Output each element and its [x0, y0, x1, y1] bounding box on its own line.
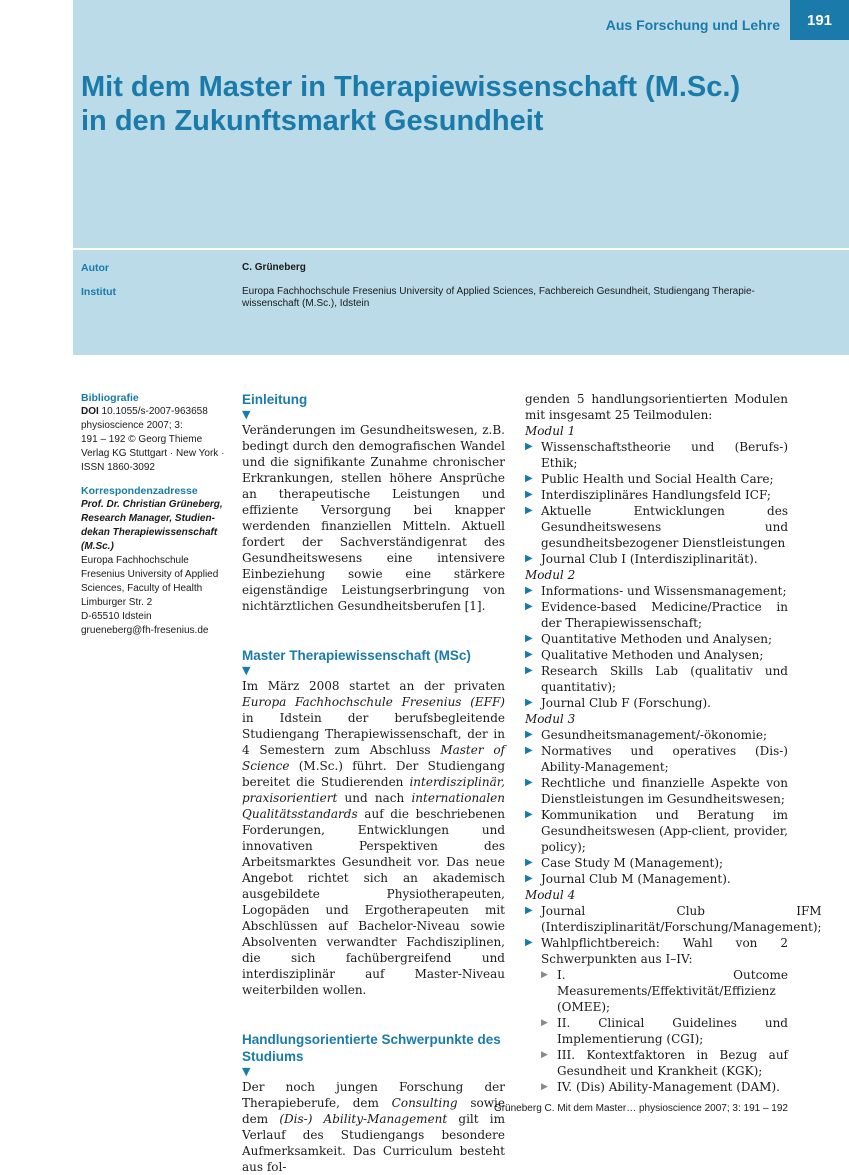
- list-item: [525, 503, 788, 551]
- correspondence-name: Research Manager, Studien-: [81, 513, 215, 524]
- list-item: [525, 663, 788, 695]
- address-line: Sciences, Faculty of Health: [81, 583, 203, 594]
- title-line-1: Mit dem Master in Therapiewissenschaft (M.Sc.): [81, 71, 741, 103]
- list-item-text: Informations- und Wissensmanagement;: [541, 584, 787, 598]
- list-item: [525, 695, 788, 711]
- list-item-text: III. Kontextfaktoren in Bezug auf Gesundheit und Krankheit (KGK);: [557, 1048, 788, 1078]
- list-item: [525, 727, 788, 743]
- bib-line: Verlag KG Stuttgart · New York ·: [81, 448, 225, 459]
- list-item-text: Wissenschaftstheorie und (Berufs-) Ethik;: [541, 440, 788, 470]
- bullet-triangle-icon: ▶: [525, 809, 533, 820]
- bullet-triangle-icon: ▶: [525, 777, 533, 788]
- column-right: [525, 391, 822, 1095]
- email-link[interactable]: grueneberg@fh-fresenius.de: [81, 625, 209, 636]
- list-item: [525, 903, 822, 935]
- correspondence-name: (M.Sc.): [81, 541, 114, 552]
- module-list: [525, 439, 788, 567]
- bullet-triangle-icon: ▶: [525, 601, 533, 612]
- list-item-text: Gesundheitsmanagement/-ökonomie;: [541, 728, 767, 742]
- bullet-triangle-icon: ▶: [525, 697, 533, 708]
- sub-list-item: [525, 1079, 788, 1095]
- bullet-triangle-icon: ▶: [525, 441, 533, 452]
- column-middle: [242, 391, 505, 1175]
- bullet-triangle-icon: ▶: [525, 665, 533, 676]
- module-title: Modul 3: [525, 712, 576, 726]
- bullet-triangle-icon: ▶: [525, 745, 533, 756]
- bibliography-heading: Bibliografie: [81, 392, 139, 404]
- address-line: D-65510 Idstein: [81, 611, 152, 622]
- list-item: [525, 583, 788, 599]
- list-item-text: Kommunikation und Beratung im Gesundheitswesen (App-client, provider, policy);: [541, 808, 788, 854]
- bullet-triangle-icon: ▶: [525, 937, 533, 948]
- list-item: [525, 551, 788, 567]
- list-item-text: Journal Club M (Management).: [541, 872, 731, 886]
- bullet-triangle-icon: ▶: [525, 633, 533, 644]
- list-item-text: Research Skills Lab (qualitativ und quantitativ);: [541, 664, 788, 694]
- list-item-text: Quantitative Methoden und Analysen;: [541, 632, 773, 646]
- list-item-text: Aktuelle Entwicklungen des Gesundheitswesens und gesundheitsbezogener Dienstleistungen: [541, 504, 788, 550]
- bib-line: physioscience 2007; 3:: [81, 420, 183, 431]
- correspondence-name: Prof. Dr. Christian Grüneberg,: [81, 499, 223, 510]
- bullet-triangle-icon: ▶: [525, 905, 533, 916]
- sub-list-item: [525, 967, 788, 1015]
- header-divider: [73, 248, 849, 250]
- bullet-triangle-icon: ▶: [525, 505, 533, 516]
- list-item-text: Journal Club IFM (Interdisziplinarität/Forschung/Management);: [541, 904, 822, 934]
- list-item-text: Public Health und Social Health Care;: [541, 472, 774, 486]
- institute-text: [242, 286, 762, 310]
- bullet-triangle-icon: ▶: [525, 489, 533, 500]
- list-item: [525, 871, 788, 887]
- article-title: [81, 70, 781, 138]
- list-item-text: IV. (Dis) Ability-Management (DAM).: [557, 1080, 780, 1094]
- author-name: C. Grüneberg: [242, 262, 306, 273]
- address-line: Limburger Str. 2: [81, 597, 153, 608]
- list-item: [525, 599, 788, 631]
- list-item-text: I. Outcome Measurements/Effektivität/Effizienz (OMEE);: [557, 968, 788, 1014]
- triangle-down-icon: ▼: [242, 664, 251, 677]
- focus-heading: Handlungsorientierte Schwerpunkte des Studiums: [242, 1032, 501, 1064]
- title-line-2: in den Zukunftsmarkt Gesundheit: [81, 105, 544, 137]
- list-item: [525, 631, 788, 647]
- footer-citation: Grüneberg C. Mit dem Master… physioscience 2007; 3: 191 – 192: [493, 1103, 788, 1114]
- bullet-triangle-icon: ▶: [525, 873, 533, 884]
- sidebar: [81, 391, 231, 638]
- triangle-down-icon: ▼: [242, 408, 251, 421]
- module-list: [525, 727, 788, 887]
- list-item: [525, 807, 788, 855]
- doi-label: DOI: [81, 406, 99, 417]
- bullet-triangle-icon: ▶: [525, 649, 533, 660]
- master-paragraph: Im März 2008 startet an der privaten Europa Fachhochschule Fresenius (EFF) in Idstein der berufsbegleitende Studiengang Therapiewissenschaft, der in 4 Semestern zum Abschluss Master of Science (M.Sc.) führt. Der Studiengang bereitet die Studierenden interdisziplinär, praxisorientiert und nach internationalen Qualitätsstandards auf die beschriebenen Forderungen, Entwicklungen und innovativen Perspektiven des Arbeitsmarktes Gesundheit vor. Das neue Angebot richtet sich an akademisch ausgebildete Physiotherapeuten, Logopäden und Ergotherapeuten mit Abschlüssen auf Bachelor-Niveau sowie Absolventen verwandter Fachdisziplinen, die sich fachübergreifend und interdisziplinär auf Master-Niveau weiterbilden wollen.: [242, 679, 505, 997]
- bullet-triangle-icon: ▶: [525, 857, 533, 868]
- module-list: [525, 583, 788, 711]
- module-list: [525, 903, 822, 967]
- bib-line: 191 – 192 © Georg Thieme: [81, 434, 203, 445]
- master-heading: Master Therapiewissenschaft (MSc): [242, 648, 471, 663]
- list-item: [525, 775, 788, 807]
- list-item-text: Interdisziplinäres Handlungsfeld ICF;: [541, 488, 771, 502]
- section-label: Aus Forschung und Lehre: [605, 17, 780, 33]
- list-item: [525, 743, 788, 775]
- bullet-triangle-icon: ▶: [525, 585, 533, 596]
- correspondence-name: dekan Therapiewissenschaft: [81, 527, 218, 538]
- intro-paragraph: Veränderungen im Gesundheitswesen, z.B. bedingt durch den demografischen Wandel und die signifikante Zunahme chronischer Erkrankungen, stellen höhere Ansprüche an therapeutische Leistungen und effiziente Versorgung bei knapper werdenden finanziellen Mitteln. Aktuell fordert der Sachverständigenrat des Gesundheitswesens eine intensivere Einbeziehung sowie eine stärkere eigenständige Leistungserbringung von nichtärztlichen Gesundheitsberufen [1].: [242, 423, 505, 613]
- institute-label: Institut: [81, 286, 116, 298]
- page-number: 191: [790, 0, 849, 40]
- institute-line-1: Europa Fachhochschule Fresenius University of Applied Sciences, Fachbereich Gesundheit, Studiengang Therapie-: [242, 286, 755, 297]
- triangle-down-icon: ▼: [242, 1065, 251, 1078]
- list-item: [525, 855, 788, 871]
- address-line: Fresenius University of Applied: [81, 569, 219, 580]
- sub-list-item: [525, 1015, 788, 1047]
- list-item: [525, 935, 788, 967]
- module-title: Modul 4: [525, 888, 576, 902]
- list-item-text: Case Study M (Management);: [541, 856, 724, 870]
- modules-lead: genden 5 handlungsorientierten Modulen mit insgesamt 25 Teilmodulen:: [525, 392, 788, 422]
- list-item-text: Wahlpflichtbereich: Wahl von 2 Schwerpunkten aus I–IV:: [541, 936, 788, 966]
- module-sub-list: [525, 967, 788, 1095]
- doi-value: 10.1055/s-2007-963658: [98, 406, 208, 417]
- doi-line: [81, 405, 231, 419]
- bullet-triangle-icon: ▶: [525, 729, 533, 740]
- sub-list-item: [525, 1047, 788, 1079]
- intro-heading: Einleitung: [242, 392, 308, 407]
- address-line: Europa Fachhochschule: [81, 555, 189, 566]
- list-item-text: Rechtliche und finanzielle Aspekte von Dienstleistungen im Gesundheitswesen;: [541, 776, 788, 806]
- list-item-text: II. Clinical Guidelines und Implementierung (CGI);: [557, 1016, 788, 1046]
- list-item: [525, 471, 788, 487]
- list-item: [525, 487, 788, 503]
- module-title: Modul 1: [525, 424, 576, 438]
- bullet-triangle-icon: ▶: [525, 553, 533, 564]
- bullet-triangle-icon: ▶: [541, 1082, 548, 1092]
- list-item-text: Normatives und operatives (Dis-) Ability-Management;: [541, 744, 788, 774]
- focus-paragraph: Der noch jungen Forschung der Therapieberufe, dem Consulting sowie dem (Dis-) Ability-Management gilt im Verlauf des Studiengangs besondere Aufmerksamkeit. Das Curriculum besteht aus fol-: [242, 1080, 505, 1174]
- bullet-triangle-icon: ▶: [541, 1018, 548, 1028]
- list-item-text: Evidence-based Medicine/Practice in der Therapiewissenschaft;: [541, 600, 788, 630]
- bullet-triangle-icon: ▶: [525, 473, 533, 484]
- bullet-triangle-icon: ▶: [541, 970, 548, 980]
- bullet-triangle-icon: ▶: [541, 1050, 548, 1060]
- author-label: Autor: [81, 262, 109, 274]
- list-item: [525, 439, 788, 471]
- list-item: [525, 647, 788, 663]
- list-item-text: Qualitative Methoden und Analysen;: [541, 648, 764, 662]
- list-item-text: Journal Club I (Interdisziplinarität).: [541, 552, 758, 566]
- bib-line: ISSN 1860-3092: [81, 462, 155, 473]
- list-item-text: Journal Club F (Forschung).: [541, 696, 711, 710]
- correspondence-heading: Korrespondenzadresse: [81, 485, 198, 497]
- institute-line-2: wissenschaft (M.Sc.), Idstein: [242, 298, 370, 309]
- module-title: Modul 2: [525, 568, 576, 582]
